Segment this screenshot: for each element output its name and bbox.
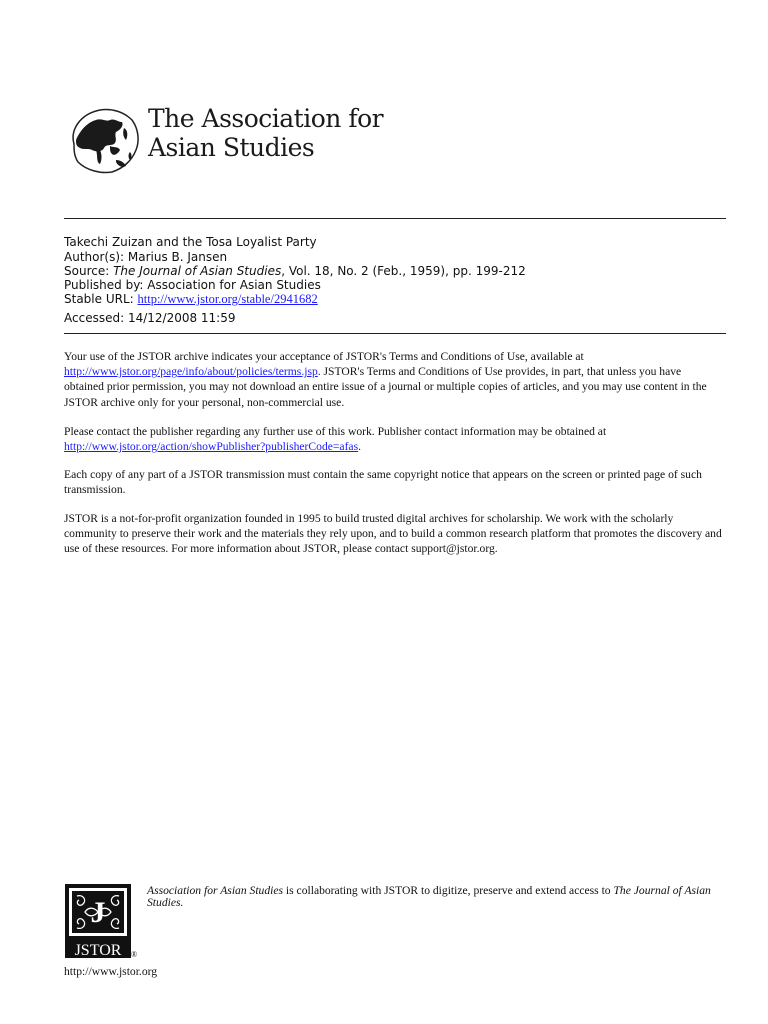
terms-paragraph-3	[64, 467, 724, 497]
publisher-name-line-1: The Association for	[148, 104, 384, 133]
jstor-url[interactable]: http://www.jstor.org	[64, 965, 158, 978]
terms-p3-text: Each copy of any part of a JSTOR transmission must contain the same copyright notice that appears on the screen or printed page of such transmission.	[64, 468, 702, 497]
terms-paragraph-2	[64, 424, 724, 454]
terms-paragraph-4	[64, 511, 724, 557]
article-publisher: Published by: Association for Asian Studies	[64, 278, 321, 292]
terms-p1-before: Your use of the JSTOR archive indicates your acceptance of JSTOR's Terms and Conditions of Use, available at	[64, 350, 584, 363]
terms-p2-after: .	[358, 440, 362, 454]
article-title: Takechi Zuizan and the Tosa Loyalist Party	[64, 235, 317, 249]
source-prefix: Source:	[64, 264, 114, 278]
article-authors: Author(s): Marius B. Jansen	[64, 250, 228, 264]
publisher-name	[148, 104, 383, 162]
asia-map-icon	[66, 100, 142, 180]
meta-divider	[64, 333, 726, 334]
stable-url-label: Stable URL:	[64, 292, 138, 306]
publisher-contact-link[interactable]: http://www.jstor.org/action/showPublisher?publisherCode=afas	[64, 440, 359, 454]
stable-url-link[interactable]: http://www.jstor.org/stable/2941682	[137, 292, 318, 306]
terms-p4-text: JSTOR is a not-for-profit organization founded in 1995 to build trusted digital archives for scholarship. We work with the scholarly community to preserve their work and the materials they rely upon, and to build a common research platform that promotes the discovery and use of these resources. For more information about JSTOR, please contact support@jstor.org.	[64, 512, 722, 556]
collab-publisher: Association for Asian Studies	[147, 884, 284, 897]
collab-middle: is collaborating with JSTOR to digitize, preserve and extend access to	[283, 884, 614, 897]
jstor-emblem-icon	[65, 884, 131, 958]
article-source	[64, 264, 526, 278]
stable-url-line	[64, 292, 318, 307]
jstor-wordmark: JSTOR	[74, 942, 122, 958]
svg-text:J: J	[90, 896, 106, 929]
top-divider	[64, 218, 726, 219]
terms-p1-after: . JSTOR's Terms and Conditions of Use provides, in part, that unless you have obtained prior permission, you may not download an entire issue of a journal or multiple copies of articles, and you may use content in the JSTOR archive only for your personal, non-commercial use.	[64, 365, 707, 409]
terms-paragraph-1	[64, 349, 724, 410]
publisher-name-line-2: Asian Studies	[148, 133, 315, 162]
accessed-date: Accessed: 14/12/2008 11:59	[64, 311, 236, 325]
source-journal: The Journal of Asian Studies	[113, 264, 282, 278]
source-suffix: , Vol. 18, No. 2 (Feb., 1959), pp. 199-212	[281, 264, 526, 278]
terms-link[interactable]: http://www.jstor.org/page/info/about/policies/terms.jsp	[64, 365, 318, 379]
collaboration-note	[147, 885, 717, 909]
jstor-logo	[65, 884, 131, 958]
terms-p2-before: Please contact the publisher regarding any further use of this work. Publisher contact information may be obtained at	[64, 425, 607, 438]
registered-mark: ®	[131, 950, 138, 959]
collab-journal: The Journal of Asian Studies.	[147, 884, 711, 909]
